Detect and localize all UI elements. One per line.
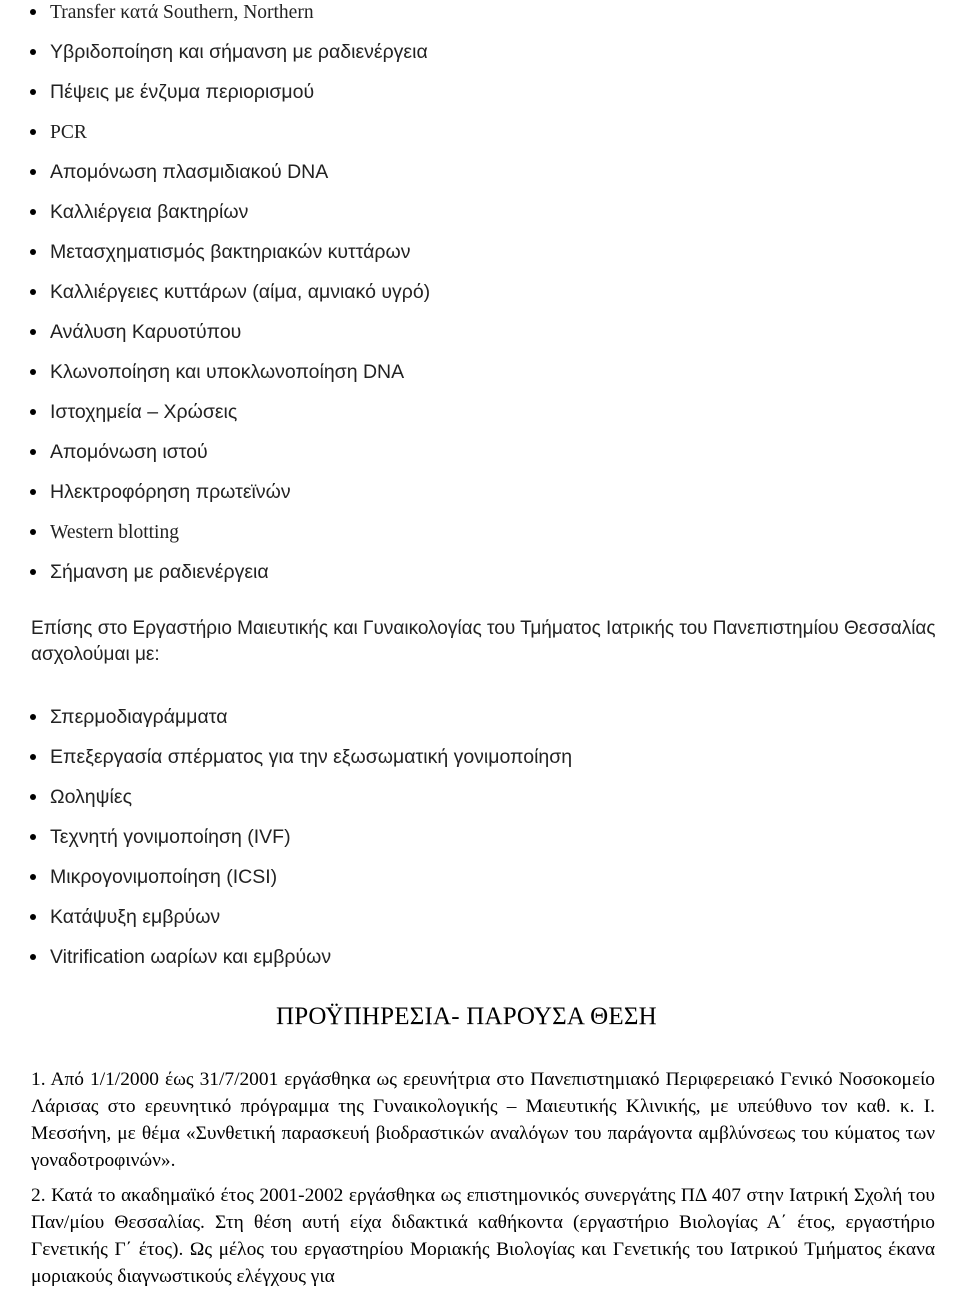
bullet-icon: [30, 794, 36, 800]
list-item: [0, 520, 940, 560]
list-item: [0, 745, 940, 785]
lab-activities-list: [0, 705, 940, 985]
list-item: [0, 240, 940, 280]
list-item: [0, 120, 940, 160]
list-item: [0, 945, 940, 985]
list-item-text: Μικρογονιμοποίηση (ICSI): [50, 866, 278, 888]
list-item: [0, 0, 940, 40]
list-item-text: Απομόνωση πλασμιδιακού DNA: [50, 161, 329, 183]
bullet-icon: [30, 914, 36, 920]
bullet-icon: [30, 89, 36, 95]
list-item-text: Ωοληψίες: [50, 786, 132, 808]
bullet-icon: [30, 129, 36, 135]
list-item: [0, 785, 940, 825]
list-item: [0, 280, 940, 320]
list-item: [0, 480, 940, 520]
bullet-icon: [30, 329, 36, 335]
techniques-list: [0, 0, 940, 600]
bullet-icon: [30, 209, 36, 215]
list-item: [0, 200, 940, 240]
list-item-text: PCR: [50, 122, 87, 143]
list-item: [0, 865, 940, 905]
list-item-text: Μετασχηματισμός βακτηριακών κυττάρων: [50, 241, 411, 263]
section-heading: ΠΡΟΫΠΗΡΕΣΙΑ- ΠΑΡΟΥΣΑ ΘΕΣΗ: [276, 1003, 657, 1030]
list-item-text: Τεχνητή γονιμοποίηση (IVF): [50, 826, 291, 848]
list-item: [0, 320, 940, 360]
bullet-icon: [30, 9, 36, 15]
list-item-text: Ανάλυση Καρυοτύπου: [50, 321, 242, 343]
bullet-icon: [30, 169, 36, 175]
list-item-text: Σπερμοδιαγράμματα: [50, 706, 228, 728]
list-item-text: Transfer κατά Southern, Northern: [50, 2, 314, 23]
list-item-text: Απομόνωση ιστού: [50, 441, 208, 463]
list-item: [0, 160, 940, 200]
list-item-text: Πέψεις με ένζυμα περιορισμού: [50, 81, 315, 103]
list-item: [0, 440, 940, 480]
bullet-icon: [30, 449, 36, 455]
list-item: [0, 560, 940, 600]
bullet-icon: [30, 489, 36, 495]
list-item-text: Υβριδοποίηση και σήμανση με ραδιενέργεια: [50, 41, 428, 63]
bullet-icon: [30, 754, 36, 760]
list-item-text: Κλωνοποίηση και υποκλωνοποίηση DNA: [50, 361, 405, 383]
experience-paragraph: 1. Από 1/1/2000 έως 31/7/2001 εργάσθηκα ως ερευνήτρια στο Πανεπιστημιακό Περιφερειακό Γενικό Νοσοκομείο Λάρισας στο ερευνητικό πρόγραμμα της Γυναικολογικής – Μαιευτικής Κλινικής, με υπεύθυνο τον καθ. κ. Ι. Μεσσήνη, με θέμα «Συνθετική παρασκευή βιοδραστικών αναλόγων του παράγοντα αμβλύνσεως του κύματος των γοναδοτροφινών».: [31, 1069, 935, 1171]
list-item-text: Καλλιέργεια βακτηρίων: [50, 201, 249, 223]
list-item-text: Επεξεργασία σπέρματος για την εξωσωματική γονιμοποίηση: [50, 746, 573, 768]
list-item-text: Καλλιέργειες κυττάρων (αίμα, αμνιακό υγρό): [50, 281, 431, 303]
list-item: [0, 705, 940, 745]
list-item-text: Ιστοχημεία – Χρώσεις: [50, 401, 238, 423]
list-item: [0, 40, 940, 80]
list-item: [0, 905, 940, 945]
bullet-icon: [30, 49, 36, 55]
experience-paragraph: 2. Κατά το ακαδημαϊκό έτος 2001-2002 εργάσθηκα ως επιστημονικός συνεργάτης ΠΔ 407 στην Ιατρική Σχολή του Παν/μίου Θεσσαλίας. Στη θέση αυτή είχα διδακτικά καθήκοντα (εργαστήριο Βιολογίας Α΄ έτος, εργαστήριο Γενετικής Γ΄ έτος). Ως μέλος του εργαστηρίου Μοριακής Βιολογίας και Γενετικής του Ιατρικού Τμήματος έκανα μοριακούς διαγνωστικούς ελέγχους για: [31, 1185, 935, 1287]
bullet-icon: [30, 714, 36, 720]
bullet-icon: [30, 369, 36, 375]
list-item: [0, 400, 940, 440]
bullet-icon: [30, 834, 36, 840]
bullet-icon: [30, 954, 36, 960]
bullet-icon: [30, 289, 36, 295]
bullet-icon: [30, 249, 36, 255]
list-item-text: Western blotting: [50, 522, 179, 543]
bullet-icon: [30, 569, 36, 575]
list-item-text: Ηλεκτροφόρηση πρωτεϊνών: [50, 481, 291, 503]
bullet-icon: [30, 409, 36, 415]
list-item: [0, 825, 940, 865]
bullet-icon: [30, 529, 36, 535]
bullet-icon: [30, 874, 36, 880]
list-item-text: Κατάψυξη εμβρύων: [50, 906, 221, 928]
list-item: [0, 360, 940, 400]
list-item: [0, 80, 940, 120]
list-item-text: Vitrification ωαρίων και εμβρύων: [50, 946, 332, 968]
intro-paragraph: Επίσης στο Εργαστήριο Μαιευτικής και Γυναικολογίας του Τμήματος Ιατρικής του Πανεπιστημίου Θεσσαλίας ασχολούμαι με:: [31, 618, 936, 665]
list-item-text: Σήμανση με ραδιενέργεια: [50, 561, 269, 583]
